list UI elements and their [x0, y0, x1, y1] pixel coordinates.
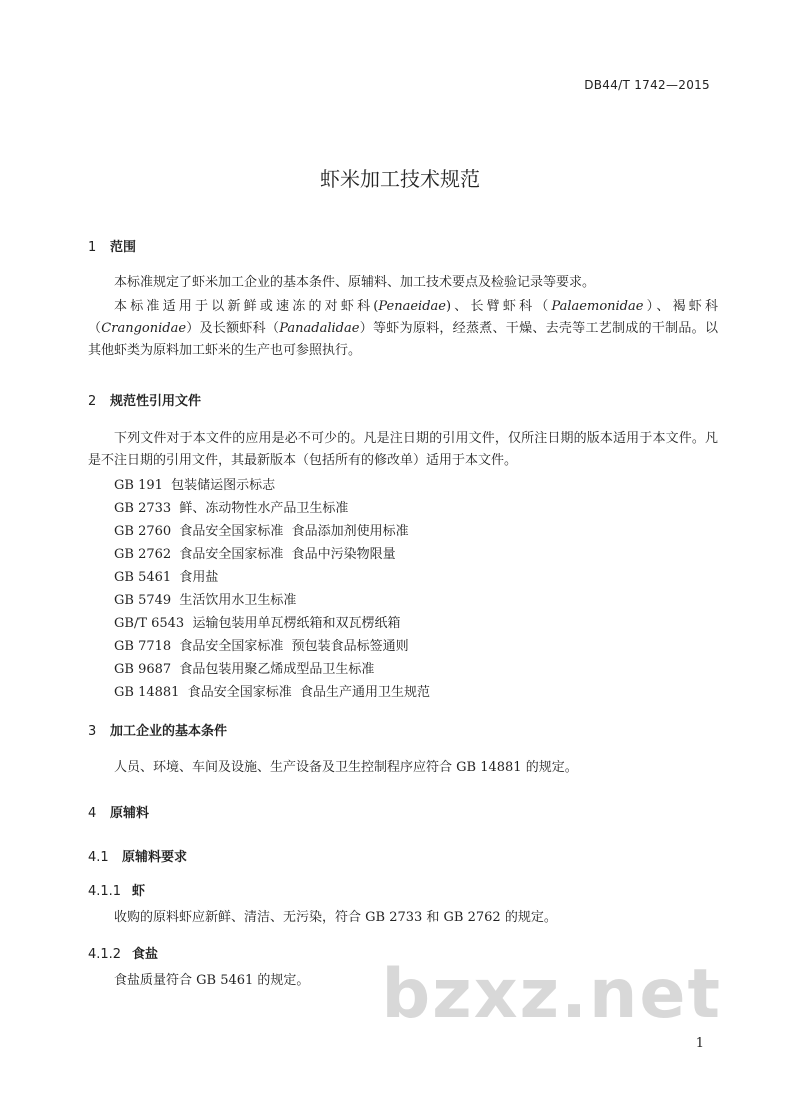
section-title: 范围: [110, 240, 137, 255]
reference-item: GB 191 包装储运图示标志: [114, 478, 276, 493]
reference-item: GB 7718 食品安全国家标准 预包装食品标签通则: [114, 639, 409, 654]
section-number: 4.1.1: [88, 884, 122, 899]
section-1-heading: [88, 236, 136, 255]
document-code-header: DB44/T 1742—2015: [584, 78, 710, 92]
section-title: 规范性引用文件: [110, 394, 202, 409]
section-4-1-1-heading: [88, 880, 145, 899]
section-2-heading: [88, 390, 201, 409]
text: )、长臂虾科（: [445, 299, 552, 314]
reference-item: GB/T 6543 运输包装用单瓦楞纸箱和双瓦楞纸箱: [114, 616, 401, 631]
scientific-name: Palaemonidae: [551, 299, 644, 314]
section-3-paragraph: 人员、环境、车间及设施、生产设备及卫生控制程序应符合 GB 14881 的规定。: [114, 760, 578, 775]
page-number: 1: [695, 1036, 704, 1051]
reference-item: GB 5461 食用盐: [114, 570, 219, 585]
reference-item: GB 9687 食品包装用聚乙烯成型品卫生标准: [114, 662, 375, 677]
section-2-paragraph: 下列文件对于本文件的应用是必不可少的。凡是注日期的引用文件，仅所注日期的版本适用于本文件。凡是不注日期的引用文件，其最新版本（包括所有的修改单）适用于本文件。: [88, 431, 718, 468]
section-number: 4: [88, 806, 97, 821]
section-title: 加工企业的基本条件: [110, 724, 228, 739]
scientific-name: Crangonidae: [101, 321, 187, 336]
reference-item: GB 2762 食品安全国家标准 食品中污染物限量: [114, 547, 396, 562]
section-title: 食盐: [132, 947, 159, 962]
text: ）、褐虾科（: [88, 299, 718, 336]
section-title: 原辅料: [110, 806, 150, 821]
scientific-name: Panadalidae: [279, 321, 360, 336]
section-4-heading: [88, 802, 149, 821]
section-number: 4.1.2: [88, 947, 122, 962]
section-1-paragraph-1: 本标准规定了虾米加工企业的基本条件、原辅料、加工技术要点及检验记录等要求。: [114, 275, 596, 290]
section-number: 4.1: [88, 850, 109, 865]
reference-item: GB 5749 生活饮用水卫生标准: [114, 593, 297, 608]
section-4-1-2-heading: [88, 943, 158, 962]
reference-item: GB 14881 食品安全国家标准 食品生产通用卫生规范: [114, 685, 430, 700]
reference-item: GB 2733 鲜、冻动物性水产品卫生标准: [114, 501, 349, 516]
section-4-1-heading: [88, 846, 187, 865]
text: ）等虾为原料，经蒸煮、干燥、去壳等工艺制成的干制品。以其他虾类为原料加工虾米的生产也可参照执行。: [88, 321, 718, 358]
section-title: 虾: [132, 884, 146, 899]
text: 本标准适用于以新鲜或速冻的对虾科(: [114, 299, 379, 314]
section-number: 1: [88, 240, 97, 255]
section-number: 2: [88, 394, 97, 409]
section-4-1-2-paragraph: 食盐质量符合 GB 5461 的规定。: [114, 973, 310, 988]
watermark: bzxz.net: [381, 955, 722, 1034]
text: ）及长额虾科（: [186, 321, 280, 336]
reference-item: GB 2760 食品安全国家标准 食品添加剂使用标准: [114, 524, 409, 539]
document-title: 虾米加工技术规范: [320, 167, 480, 191]
section-4-1-1-paragraph: 收购的原料虾应新鲜、清洁、无污染，符合 GB 2733 和 GB 2762 的规定。: [114, 910, 557, 925]
section-number: 3: [88, 724, 97, 739]
scientific-name: Penaeidae: [378, 299, 446, 314]
section-1-paragraph-2: [88, 296, 718, 362]
section-3-heading: [88, 720, 227, 739]
section-title: 原辅料要求: [122, 850, 188, 865]
